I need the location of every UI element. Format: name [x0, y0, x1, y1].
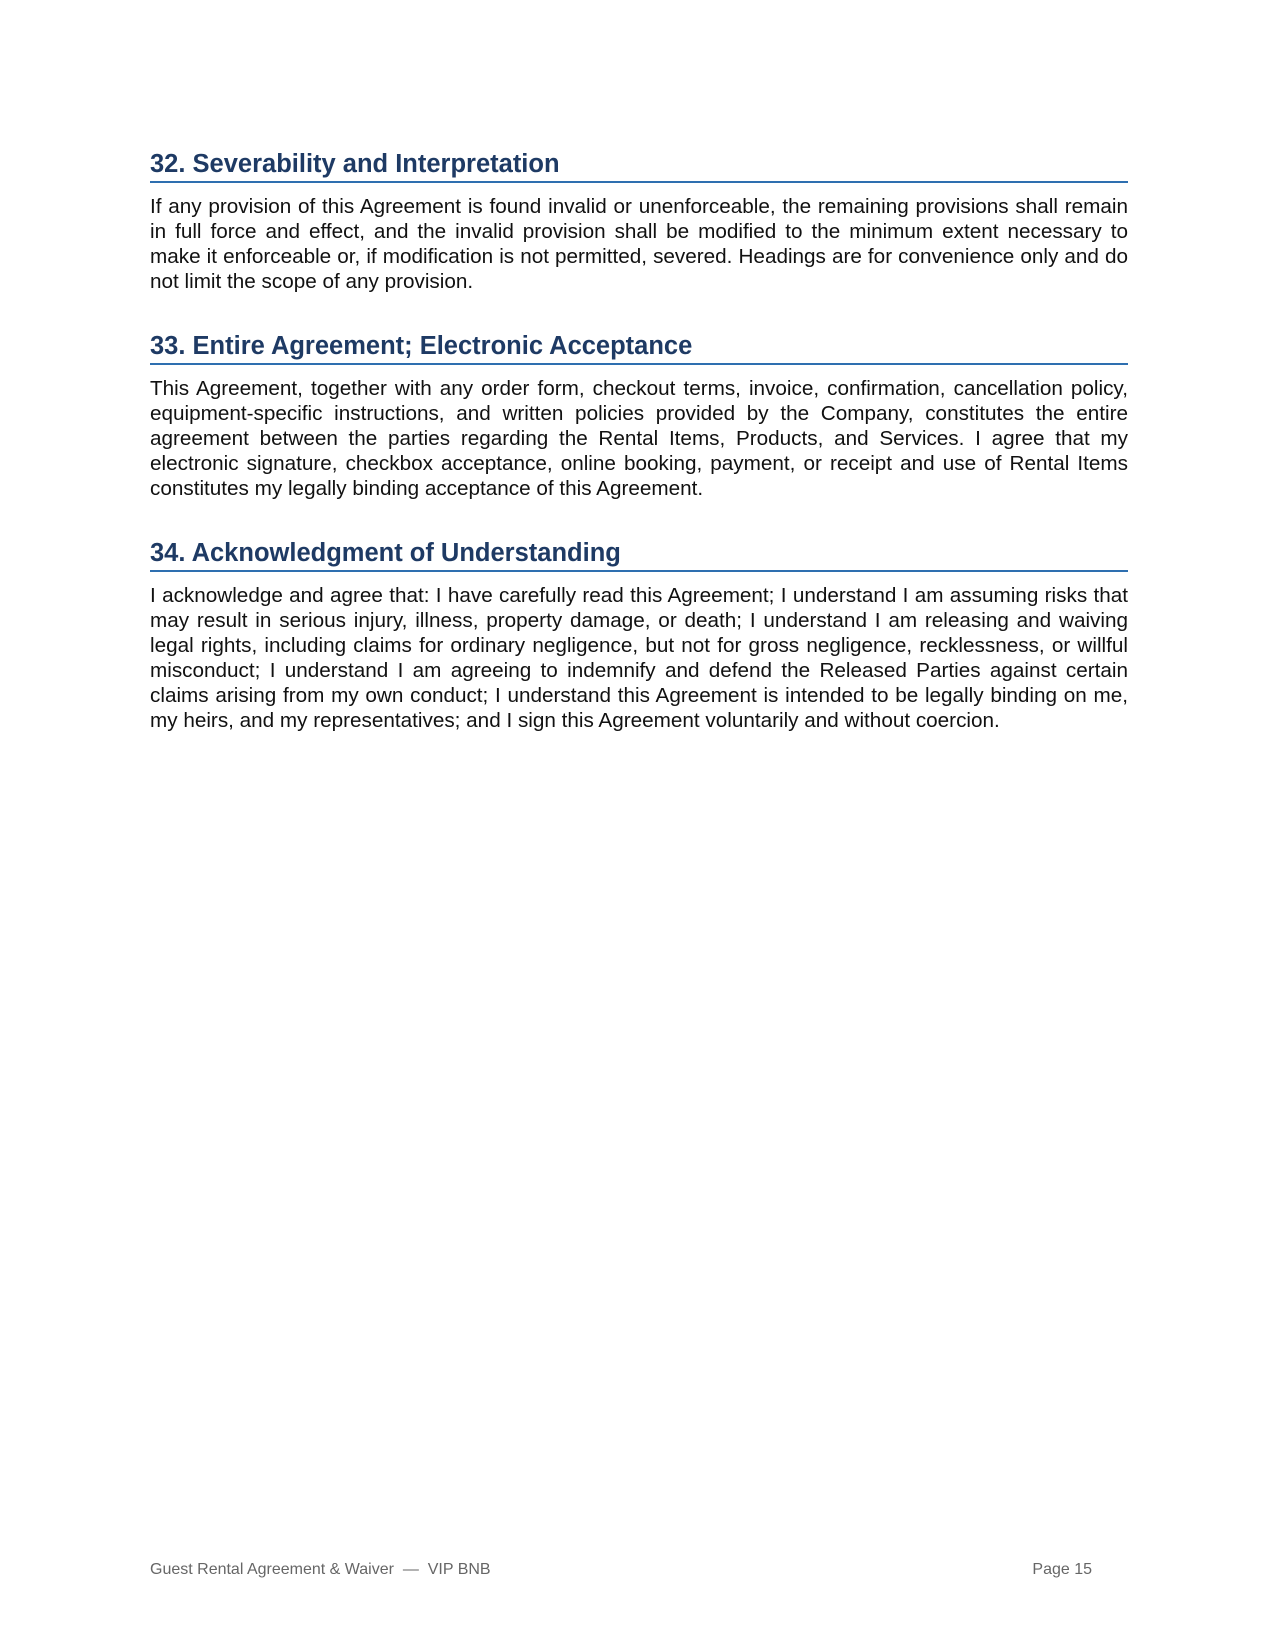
footer-document-title: Guest Rental Agreement & Waiver — VIP BNB: [150, 1561, 491, 1578]
footer-page-number: Page 15: [1032, 1561, 1092, 1578]
section-entire-agreement: [150, 330, 1128, 501]
section-acknowledgment: [150, 537, 1128, 733]
section-heading: 34. Acknowledgment of Understanding: [150, 537, 1128, 572]
section-heading: 33. Entire Agreement; Electronic Acceptance: [150, 330, 1128, 365]
section-body: This Agreement, together with any order form, checkout terms, invoice, confirmation, cancellation policy, equipment-specific instructions, and written policies provided by the Company, constitutes the entire agreement between the parties regarding the Rental Items, Products, and Services. I agree that my electronic signature, checkbox acceptance, online booking, payment, or receipt and use of Rental Items constitutes my legally binding acceptance of this Agreement.: [150, 377, 1128, 500]
document-content: [150, 148, 1128, 733]
section-body: If any provision of this Agreement is found invalid or unenforceable, the remaining provisions shall remain in full force and effect, and the invalid provision shall be modified to the minimum extent necessary to make it enforceable or, if modification is not permitted, severed. Headings are for convenience only and do not limit the scope of any provision.: [150, 195, 1128, 293]
section-severability: [150, 148, 1128, 294]
section-heading: 32. Severability and Interpretation: [150, 148, 1128, 183]
section-body: I acknowledge and agree that: I have carefully read this Agreement; I understand I am assuming risks that may result in serious injury, illness, property damage, or death; I understand I am releasing and waiving legal rights, including claims for ordinary negligence, but not for gross negligence, recklessness, or willful misconduct; I understand I am agreeing to indemnify and defend the Released Parties against certain claims arising from my own conduct; I understand this Agreement is intended to be legally binding on me, my heirs, and my representatives; and I sign this Agreement voluntarily and without coercion.: [150, 584, 1128, 732]
